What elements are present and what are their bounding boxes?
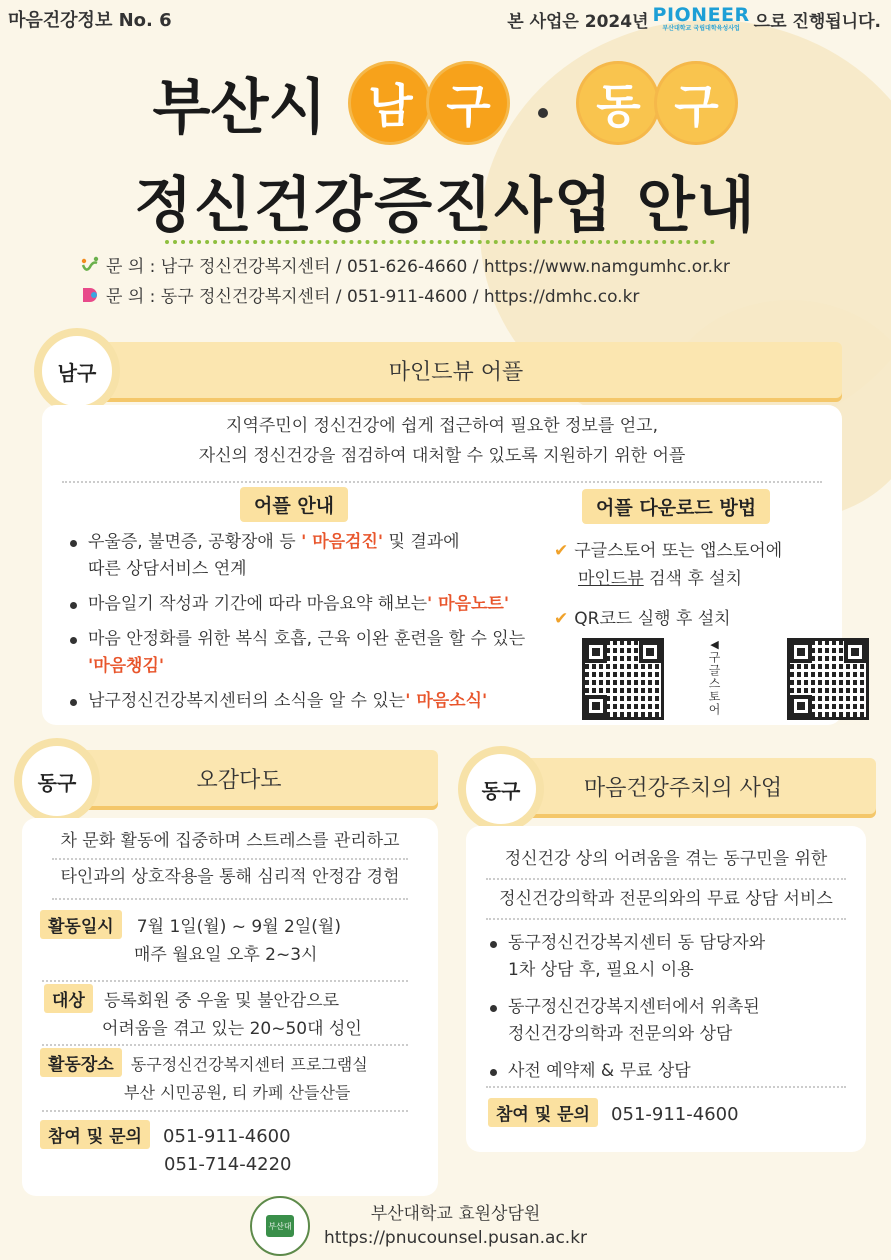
location-row: 활동장소 동구정신건강복지센터 프로그램실 부산 시민공원, 티 카페 산들산들 xyxy=(40,1048,368,1107)
list-item: 우울증, 불면증, 공황장애 등 ' 마음검진' 및 결과에 따른 상담서비스 연계 xyxy=(66,529,566,583)
activity-date-row: 활동일시 7월 1일(월) ~ 9월 2일(월) 매주 월요일 오후 2~3시 xyxy=(40,910,341,969)
list-item: 마음일기 작성과 기간에 따라 마음요약 해보는' 마음노트' xyxy=(66,591,566,618)
donggu-right-badge: 동구 xyxy=(458,746,544,832)
title-nam-circle: 남 xyxy=(348,61,432,145)
check-icon: ✔ xyxy=(554,609,569,629)
check-icon: ✔ xyxy=(554,541,569,561)
inquiry-namgu: 문 의 : 남구 정신건강복지센터 / 051-626-4660 / https://www.namgumhc.or.kr xyxy=(80,252,730,277)
app-guide-label: 어플 안내 xyxy=(240,487,348,522)
list-item: 동구정신건강복지센터 동 담당자와 1차 상담 후, 필요시 이용 xyxy=(486,930,856,984)
dong-right-list xyxy=(486,930,856,1085)
donggu-left-badge: 동구 xyxy=(14,738,100,824)
list-item: 동구정신건강복지센터에서 위촉된 정신건강의학과 전문의와 상담 xyxy=(486,994,856,1048)
app-feature-list xyxy=(66,529,569,715)
sponsor-line xyxy=(507,6,881,32)
donggu-right-card: 정신건강 상의 어려움을 겪는 동구민을 위한 정신건강의학과 전문의와의 무료 상담 서비스 동구정신건강복지센터 동 담당자와 1차 상담 후, 필요시 이용 동구정신건강복지센터에서 위촉된 정신건강의학과 전문의와 상담 사전 예약제 & 무료 상담 참여 및 문의 051-911-4600 xyxy=(466,826,866,1152)
namgu-title: 마인드뷰 어플 xyxy=(388,359,524,385)
title-gu-circle: 구 xyxy=(426,61,510,145)
contact-row: 참여 및 문의 051-911-4600 051-714-4220 xyxy=(40,1120,292,1179)
namgu-badge: 남구 xyxy=(34,328,120,414)
footer-org: 부산대학교 효원상담원 xyxy=(370,1204,541,1224)
donggu-left-card: 차 문화 활동에 집중하며 스트레스를 관리하고 타인과의 상호작용을 통해 심리적 안정감 경험 활동일시 7월 1일(월) ~ 9월 2일(월) 매주 월요일 오후 2~3시 대상 등록회원 중 우울 및 불안감으로 어려움을 겪고 있는 20~50대 성인 활동장소 동구정신건강복지센터 프로그램실 부산 시민공원, 티 카페 산들산들 참여 및 문의 051-911-4600 051-714-4220 xyxy=(22,818,438,1196)
main-title xyxy=(0,60,891,146)
sponsor-prefix: 본 사업은 2024년 xyxy=(507,11,649,32)
namgu-logo-icon xyxy=(80,255,100,275)
qr-code-appstore[interactable] xyxy=(787,638,869,720)
namgu-card: 지역주민이 정신건강에 쉽게 접근하여 필요한 정보를 얻고, 자신의 정신건강을 점검하여 대처할 수 있도록 지원하기 위한 어플 어플 안내 우울증, 불면증, 공황장애 등 ' 마음검진' 및 결과에 따른 상담서비스 연계 마음일기 작성과 기간에 따라 마음요약 해보는' 마음노트' 마음 안정화를 위한 복식 호흡, 근육 이완 훈련을 할 수 있는 '마음챙김' 남구정신건강복지센터의 소식을 알 수 있는' 마음소식' 어플 다운로드 방법 ✔ 구글스토어 또는 앱스토어에 마인드뷰 검색 후 설치 ✔ QR코드 실행 후 설치 ◀ 구글스토어 xyxy=(42,405,842,725)
footer-url[interactable]: https://pnucounsel.pusan.ac.kr xyxy=(324,1228,588,1248)
title-gu-circle: 구 xyxy=(654,61,738,145)
footer xyxy=(250,1196,587,1256)
list-item: 사전 예약제 & 무료 상담 xyxy=(486,1058,856,1085)
series-label: 마음건강정보 No. 6 xyxy=(8,10,172,31)
university-seal: 부산대 xyxy=(250,1196,310,1256)
donggu-right-header xyxy=(490,758,876,814)
donggu-logo-icon xyxy=(80,285,100,305)
title-separator-dot xyxy=(538,108,548,118)
title-divider xyxy=(165,240,715,244)
qr-code-google[interactable] xyxy=(582,638,664,720)
namgu-header xyxy=(70,342,842,398)
qr-label-google: 구글스토어 xyxy=(707,651,721,716)
download-steps: ✔ 구글스토어 또는 앱스토어에 마인드뷰 검색 후 설치 ✔ QR코드 실행 후 설치 xyxy=(554,541,783,629)
sponsor-suffix: 으로 진행됩니다. xyxy=(753,11,881,32)
subtitle: 정신건강증진사업 안내 xyxy=(134,171,757,241)
pioneer-logo: PIONEER 부산대학교 국립대학육성사업 xyxy=(652,4,750,32)
target-row: 대상 등록회원 중 우울 및 불안감으로 어려움을 겪고 있는 20~50대 성인 xyxy=(44,984,362,1043)
list-item: 마음 안정화를 위한 복식 호흡, 근육 이완 훈련을 할 수 있는 '마음챙김' xyxy=(66,626,566,680)
dong-right-contact: 참여 및 문의 051-911-4600 xyxy=(488,1098,739,1129)
title-city: 부산시 xyxy=(152,73,327,143)
donggu-left-title: 오감다도 xyxy=(196,767,282,793)
title-dong-circle: 동 xyxy=(576,61,660,145)
list-item: 남구정신건강복지센터의 소식을 알 수 있는' 마음소식' xyxy=(66,688,566,715)
donggu-right-title: 마음건강주치의 사업 xyxy=(583,775,783,801)
download-label: 어플 다운로드 방법 xyxy=(582,489,770,524)
inquiry-donggu: 문 의 : 동구 정신건강복지센터 / 051-911-4600 / https://dmhc.co.kr xyxy=(80,282,639,307)
